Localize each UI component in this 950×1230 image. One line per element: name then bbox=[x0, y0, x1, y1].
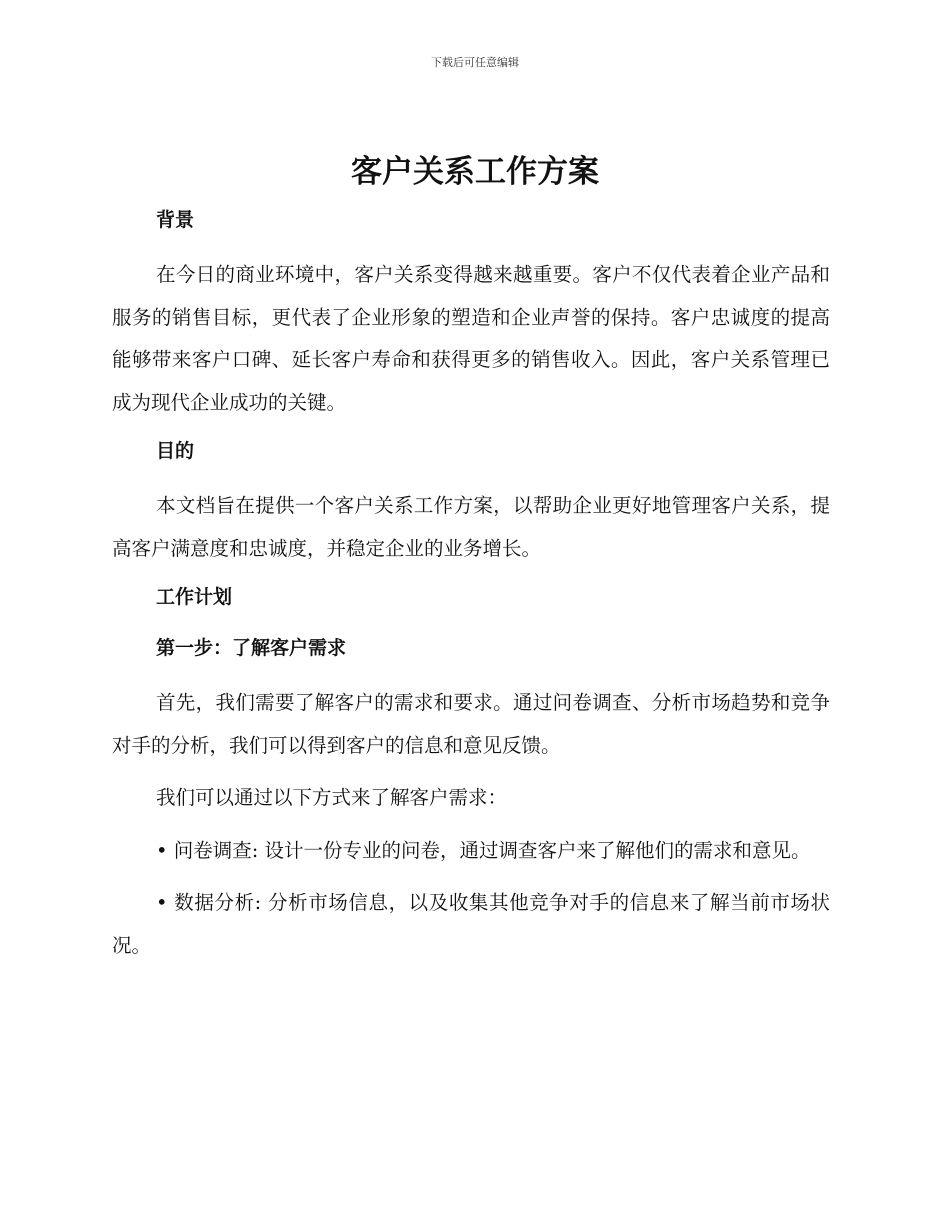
page-header: 下载后可任意编辑 bbox=[431, 56, 519, 69]
paragraph-purpose: 本文档旨在提供一个客户关系工作方案，以帮助企业更好地管理客户关系，提高客户满意度和忠诚度，并稳定企业的业务增长。 bbox=[112, 494, 830, 560]
section-heading-purpose: 目的 bbox=[156, 440, 195, 462]
paragraph-methods-intro: 我们可以通过以下方式来了解客户需求： bbox=[156, 786, 508, 809]
section-heading-background: 背景 bbox=[156, 209, 195, 231]
section-heading-plan: 工作计划 bbox=[156, 586, 233, 608]
document-title: 客户关系工作方案 bbox=[351, 154, 599, 190]
list-item-survey: • 问卷调查: 设计一份专业的问卷，通过调查客户来了解他们的需求和意见。 bbox=[156, 838, 811, 862]
document-body bbox=[112, 203, 830, 967]
section-heading-step1: 第一步：了解客户需求 bbox=[156, 637, 347, 659]
paragraph-step1: 首先，我们需要了解客户的需求和要求。通过问卷调查、分析市场趋势和竞争对手的分析，我们可以得到客户的信息和意见反馈。 bbox=[112, 691, 830, 757]
list-item-data-analysis: • 数据分析: 分析市场信息，以及收集其他竞争对手的信息来了解当前市场状况。 bbox=[112, 891, 830, 957]
paragraph-background: 在今日的商业环境中，客户关系变得越来越重要。客户不仅代表着企业产品和服务的销售目标，更代表了企业形象的塑造和企业声誉的保持。客户忠诚度的提高能够带来客户口碑、延长客户寿命和获得更多的销售收入。因此，客户关系管理已成为现代企业成功的关键。 bbox=[112, 263, 830, 414]
